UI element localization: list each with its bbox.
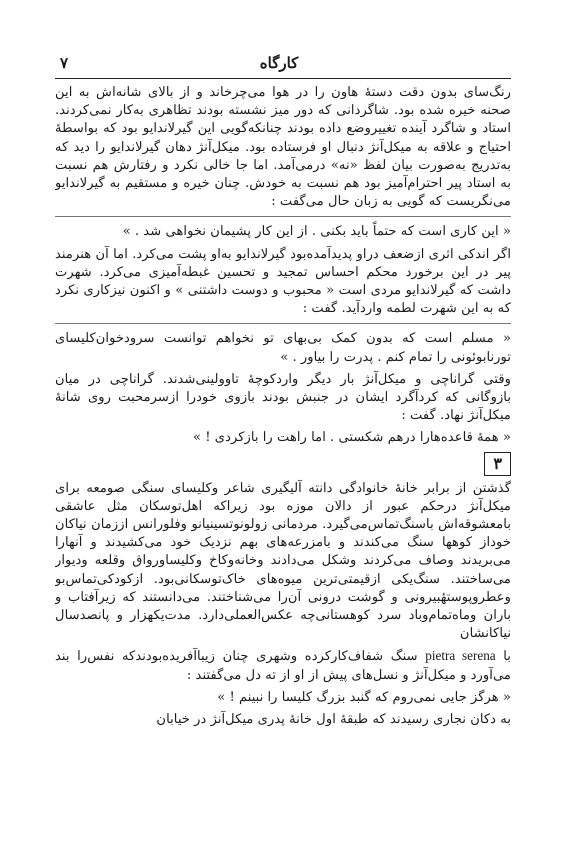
paragraph: اگر اندکی اثری ازضعف دراو پدیدآمده‌بود گیرلاندایو به‌او پشت می‌کرد. اما آن هنرمند پیر در این برخورد محکم احساس تمجید و تحسین غبطه‌آمیزی می‌کرد. شهرت داشت که گیرلاندایو مردی است « محبوب و دوست داشتنی » و اکنون نیزکاری نکرد که به این شهرت لطمه واردآید. گفت : <box>55 246 511 317</box>
quote: « همهٔ قاعده‌هارا درهم شکستی . اما راهت را بازکردی ! » <box>193 430 511 446</box>
divider <box>55 216 511 217</box>
quote: « این کاری است که حتماً باید بکنی . از این کار پشیمان نخواهی شد . » <box>122 224 511 240</box>
paragraph-suffix: سنگ شفاف‌کارکرده وشهری چنان زیباآفریده‌بودندکه نفس‌را بند می‌آورد و میکل‌آنژ و نسل‌های پیش از او از ته دل می‌گفتند : <box>55 649 511 683</box>
running-title: کارگاه <box>259 54 299 72</box>
paragraph: به دکان نجاری رسیدند که طبقهٔ اول خانهٔ پدری میکل‌آنژ در خیابان <box>156 712 511 728</box>
header-rule <box>55 78 511 79</box>
paragraph: رنگ‌سای بدون دقت دستهٔ هاون را در هوا می‌چرخاند و از بالای شانه‌اش به این صحنه خیره شده بود. شاگردانی که دور میز نشسته بودند تظاهری به‌کار نمی‌کردند. استاد و شاگرد آینده تغییروضع داده بودند چنانکه‌گویی این گیرلاندایو بود که بواسطهٔ احتیاج و علاقه به میکل‌آنژ دنبال او فرستاده بود. میکل‌آنژ دهان گیرلاندایو را دید که به‌تدریج به‌صورت بیان لفظ «نه» درمی‌آمد. اما جا خالی نکرد و رفتارش هم نسبت به استاد پیر احترام‌آمیز بود هم نسبت به خودش. چنان خیره و مستقیم به گیرلاندایو می‌نگریست که گویی به زبان حال می‌گفت : <box>55 85 511 210</box>
quote: « مسلم است که بدون کمک بی‌بهای تو نخواهم توانست سرودخوان‌کلیسای تورنابوئونی را تمام کنم . پدرت را بیاور . » <box>55 331 511 365</box>
divider <box>55 323 511 324</box>
paragraph: وقتی گراناچی و میکل‌آنژ بار دیگر واردکوچهٔ تاوولینی‌شدند. گراناچی در میان بازوگانی که کردآگرد ایشان در جنبش بودند بازوی خودرا ازسرمحبت روی شانهٔ میکل‌آنژ نهاد. گفت : <box>55 371 511 424</box>
quote: « هرگز جایی نمی‌روم که گنبد بزرگ کلیسا را نبینم ! » <box>217 689 511 705</box>
page-header <box>60 52 510 74</box>
section-number <box>55 452 511 476</box>
page-number: ۷ <box>60 54 69 72</box>
latin-term: pietra serena <box>425 648 496 664</box>
section-number-box: ۳ <box>484 452 511 476</box>
paragraph <box>55 647 511 684</box>
page-body <box>55 84 511 844</box>
paragraph: گذشتن از برابر خانهٔ خانوادگی دانته آلیگیری شاعر وکلیسای سنگی صومعه برای میکل‌آنژ درحکم عبور از دالان موزه بود زیراکه اهل‌توسکان مثل عاشقی بامعشوقه‌اش باسنگ‌تماس‌می‌گیرد. مردمانی زولونوتسینیانو وفلورانس اززمان نیاکان خوداز کوهها سنگ می‌کندند و بامزرعه‌های بهم نزدیک خود می‌کشیدند و آنهارا می‌بریدند وصاف می‌کردند وشکل می‌دادند وخانه‌وکاخ وکلیساورواق وقلعه ودیوار می‌ساختند. سنگ‌یکی ازقیمتی‌ترین میوه‌های خاک‌توسکانی‌بود. ازکودکی‌تماس‌بو وعطروپوستهٔبیرونی و گوشت درونی آن‌را می‌شناختند. می‌دانستند که زیرآفتاب و باران وماه‌تمام‌وباد سرد کوهستانی‌چه عکس‌العملی‌دارد. مدت‌یکهزار و پانصدسال نیاکانشان <box>55 480 511 642</box>
paragraph-prefix: با <box>503 649 511 665</box>
